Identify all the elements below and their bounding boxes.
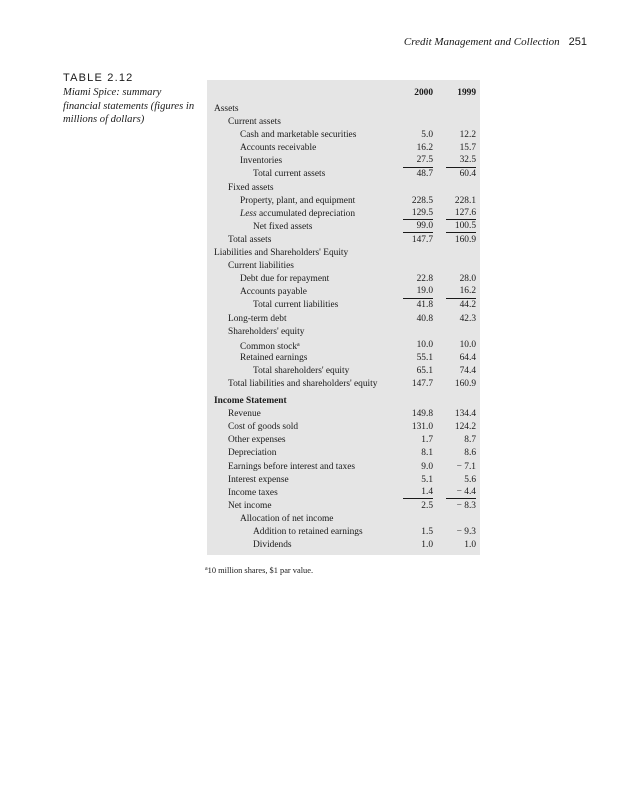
- value-1999: − 8.3: [456, 500, 476, 511]
- value-2000: 5.0: [421, 130, 433, 141]
- column-header-1999: 1999: [457, 88, 476, 98]
- value-2000: 27.5: [403, 155, 433, 168]
- value-1999: 8.6: [464, 448, 476, 459]
- row-label: Net income: [228, 500, 272, 511]
- value-2000: 16.2: [416, 143, 433, 154]
- value-1999: − 7.1: [456, 461, 476, 472]
- table-row: [207, 365, 480, 378]
- table-row: [207, 247, 480, 260]
- row-label: Current liabilities: [228, 261, 294, 272]
- value-1999: 8.7: [464, 435, 476, 446]
- table-row: [207, 447, 480, 460]
- value-2000: 55.1: [416, 352, 433, 363]
- table-header-row: [207, 86, 480, 103]
- running-header: [404, 36, 587, 48]
- row-label: Accounts payable: [240, 287, 307, 298]
- table-row: [207, 260, 480, 273]
- column-header-2000: 2000: [414, 88, 433, 98]
- row-label: Depreciation: [228, 448, 277, 459]
- value-1999: 10.0: [459, 339, 476, 350]
- table-row: [207, 208, 480, 221]
- row-label: Cost of goods sold: [228, 422, 299, 433]
- value-1999: 127.6: [446, 208, 476, 221]
- value-2000: 40.8: [416, 313, 433, 324]
- value-1999: 124.2: [454, 422, 476, 433]
- row-label: Cash and marketable securities: [240, 130, 357, 141]
- row-label: Earnings before interest and taxes: [228, 461, 356, 472]
- value-1999: 42.3: [459, 313, 476, 324]
- value-2000: 147.7: [411, 378, 433, 389]
- table-row: [207, 195, 480, 208]
- row-label: Addition to retained earnings: [253, 527, 363, 537]
- row-label: Assets: [214, 104, 239, 114]
- value-2000: 2.5: [421, 500, 433, 511]
- value-1999: 44.2: [459, 300, 476, 311]
- table-row: [207, 234, 480, 247]
- row-label: Less accumulated depreciation: [240, 208, 356, 219]
- value-2000: 65.1: [416, 365, 433, 376]
- value-1999: 16.2: [446, 286, 476, 299]
- row-label: Allocation of net income: [240, 513, 334, 524]
- footnote: [205, 566, 313, 575]
- table-row: [207, 116, 480, 129]
- value-1999: 160.9: [454, 378, 476, 389]
- value-2000: 228.5: [411, 195, 433, 206]
- footnote-ref: a: [297, 341, 300, 348]
- row-label: Other expenses: [228, 435, 286, 446]
- row-label: Dividends: [253, 540, 292, 551]
- value-1999: 5.6: [464, 474, 476, 485]
- table-row: [207, 474, 480, 487]
- table-row: [207, 286, 480, 299]
- table-label: TABLE 2.12: [63, 72, 134, 84]
- value-1999: 12.2: [459, 130, 476, 141]
- value-1999: 100.5: [446, 221, 476, 234]
- table-row: [207, 500, 480, 513]
- table-row: [207, 155, 480, 168]
- table-row: [207, 487, 480, 500]
- row-label: Liabilities and Shareholders' Equity: [214, 248, 349, 259]
- table-row: [207, 221, 480, 234]
- row-label: Income Statement: [214, 396, 287, 407]
- table-row: [207, 461, 480, 474]
- row-label: Debt due for repayment: [240, 274, 330, 285]
- value-1999: 228.1: [454, 195, 476, 206]
- row-label: Common stock$^a$: [240, 341, 300, 352]
- value-2000: 129.5: [403, 208, 433, 221]
- table-row: [207, 129, 480, 142]
- value-2000: 147.7: [411, 234, 433, 245]
- value-2000: 149.8: [411, 409, 433, 420]
- value-2000: 22.8: [416, 274, 433, 285]
- table-row: [207, 513, 480, 526]
- value-1999: 160.9: [454, 234, 476, 245]
- row-label: Total assets: [228, 234, 272, 245]
- value-1999: − 9.3: [456, 527, 476, 537]
- table-row: [207, 539, 480, 552]
- row-label: Total current assets: [253, 169, 326, 180]
- value-1999: 60.4: [459, 169, 476, 180]
- footnote-marker: a: [205, 566, 208, 572]
- value-1999: 64.4: [459, 352, 476, 363]
- table-row: [207, 352, 480, 365]
- row-label: Net fixed assets: [253, 221, 313, 232]
- value-1999: 1.0: [464, 540, 476, 551]
- table-row: [207, 339, 480, 352]
- value-1999: 28.0: [459, 274, 476, 285]
- table-row: [207, 326, 480, 339]
- table-row: [207, 168, 480, 181]
- value-2000: 41.8: [416, 300, 433, 311]
- footnote-text: 10 million shares, $1 par value.: [207, 566, 314, 575]
- row-label: Long-term debt: [228, 313, 287, 324]
- row-label: Shareholders' equity: [228, 326, 305, 337]
- table-row: [207, 378, 480, 391]
- row-label: Total liabilities and shareholders' equity: [228, 378, 378, 389]
- table-row: [207, 103, 480, 116]
- table-row: [207, 395, 480, 408]
- value-2000: 9.0: [421, 461, 433, 472]
- row-label: Accounts receivable: [240, 143, 317, 154]
- value-2000: 48.7: [416, 169, 433, 180]
- value-1999: 74.4: [459, 365, 476, 376]
- value-1999: 32.5: [446, 155, 476, 168]
- value-2000: 1.5: [421, 527, 433, 537]
- table-row: [207, 421, 480, 434]
- financial-table: [207, 86, 480, 552]
- table-description: Miami Spice: summary financial statements (figures in millions of dollars): [63, 87, 195, 125]
- value-2000: 131.0: [411, 422, 433, 433]
- value-1999: 15.7: [459, 143, 476, 154]
- value-2000: 99.0: [403, 221, 433, 234]
- table-row: [207, 408, 480, 421]
- table-row: [207, 299, 480, 312]
- page-number: 251: [568, 36, 587, 48]
- table-row: [207, 434, 480, 447]
- value-2000: 1.0: [421, 540, 433, 551]
- value-2000: 19.0: [403, 286, 433, 299]
- row-label: Income taxes: [228, 487, 278, 498]
- row-label: Revenue: [228, 409, 261, 420]
- row-label: Current assets: [228, 117, 281, 128]
- value-2000: 10.0: [416, 339, 433, 350]
- table-row: [207, 142, 480, 155]
- row-label: Interest expense: [228, 474, 289, 485]
- value-1999: 134.4: [454, 409, 476, 420]
- row-label: Inventories: [240, 156, 283, 167]
- value-2000: 8.1: [421, 448, 433, 459]
- row-label: Total current liabilities: [253, 300, 339, 311]
- row-label: Property, plant, and equipment: [240, 195, 356, 206]
- financial-table-panel: [207, 80, 480, 555]
- value-2000: 1.4: [403, 487, 433, 500]
- running-title: Credit Management and Collection: [403, 36, 560, 48]
- row-label: Fixed assets: [228, 182, 274, 193]
- row-label: Total shareholders' equity: [253, 365, 350, 376]
- row-label: Retained earnings: [240, 352, 308, 363]
- table-caption: [63, 72, 198, 127]
- table-row: [207, 273, 480, 286]
- table-row: [207, 182, 480, 195]
- value-1999: − 4.4: [446, 487, 476, 500]
- table-row: [207, 526, 480, 539]
- table-row: [207, 313, 480, 326]
- value-2000: 5.1: [421, 474, 433, 485]
- value-2000: 1.7: [421, 435, 433, 446]
